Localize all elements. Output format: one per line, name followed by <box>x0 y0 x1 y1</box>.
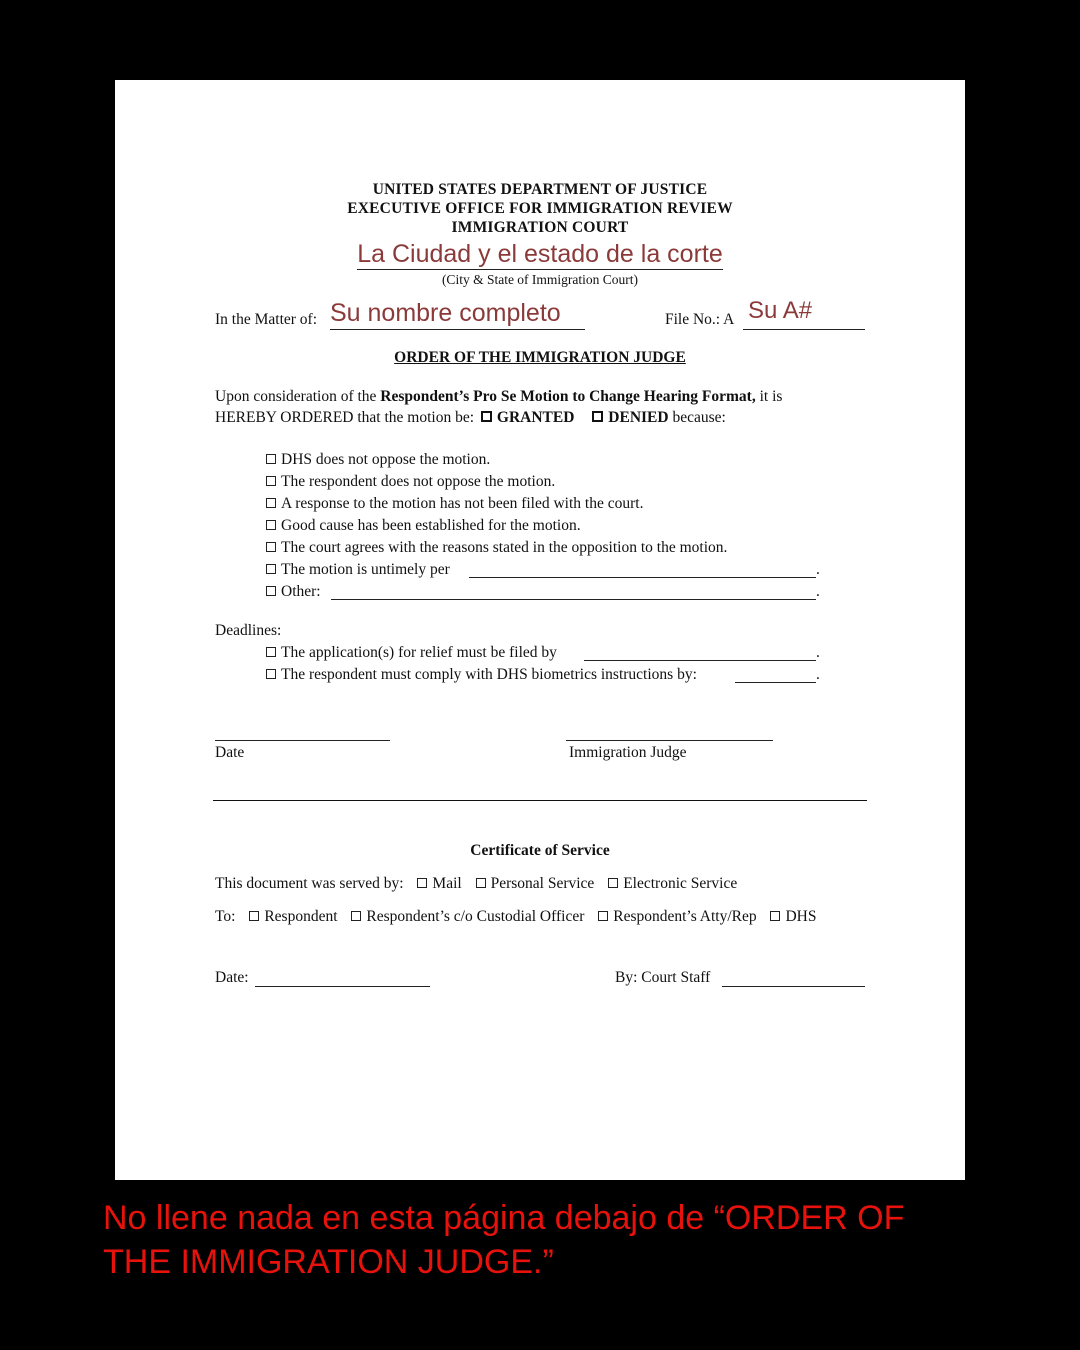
reason-item <box>266 561 450 579</box>
period: . <box>816 561 820 578</box>
name-line <box>330 329 585 330</box>
order-title <box>115 349 965 367</box>
section-divider <box>213 800 867 801</box>
deadline-checkbox[interactable] <box>266 647 276 657</box>
because-label: because: <box>672 409 726 426</box>
instruction-note-line-2: THE IMMIGRATION JUDGE.” <box>103 1243 554 1281</box>
court-location-field[interactable] <box>115 240 965 269</box>
served-to-row <box>215 908 817 926</box>
reason-checkbox[interactable] <box>266 586 276 596</box>
untimely-per-line[interactable] <box>469 577 816 578</box>
header-office: EXECUTIVE OFFICE FOR IMMIGRATION REVIEW <box>347 200 733 217</box>
service-label: Electronic Service <box>623 875 738 892</box>
order-title-text: ORDER OF THE IMMIGRATION JUDGE <box>394 349 686 366</box>
file-number-line <box>743 329 865 330</box>
service-label: Personal Service <box>490 875 595 892</box>
court-staff-label: By: Court Staff <box>615 969 711 986</box>
period: . <box>816 666 820 683</box>
instruction-note-line-1: No llene nada en esta página debajo de “ORDER OF <box>103 1199 905 1237</box>
reason-label: DHS does not oppose the motion. <box>281 451 491 468</box>
denied-label: DENIED <box>608 409 669 426</box>
reason-label: Other: <box>281 583 321 600</box>
judge-signature-line[interactable] <box>566 740 773 741</box>
service-checkbox[interactable] <box>417 878 427 888</box>
ordered-prefix: HEREBY ORDERED that the motion be: <box>215 409 475 426</box>
served-by-row <box>215 875 747 893</box>
consideration-line-2 <box>215 409 875 427</box>
deadline-item <box>266 644 557 662</box>
deadline-label: The application(s) for relief must be filed by <box>281 644 557 661</box>
served-option-mail[interactable] <box>417 875 461 892</box>
header-department: UNITED STATES DEPARTMENT OF JUSTICE <box>372 181 708 198</box>
relief-deadline-line[interactable] <box>584 660 816 661</box>
period: . <box>816 644 820 661</box>
service-checkbox[interactable] <box>608 878 618 888</box>
reason-checkbox[interactable] <box>266 498 276 508</box>
reason-checkbox[interactable] <box>266 520 276 530</box>
other-reason-line[interactable] <box>331 599 816 600</box>
matter-label: In the Matter of: <box>215 311 318 328</box>
denied-checkbox[interactable] <box>592 411 603 422</box>
court-location-value: La Ciudad y el estado de la corte <box>357 240 723 268</box>
reason-item <box>266 583 321 601</box>
recipient-label: Respondent <box>264 908 338 925</box>
reason-item <box>266 473 555 491</box>
reason-checkbox[interactable] <box>266 476 276 486</box>
to-option-respondent[interactable] <box>249 908 337 925</box>
deadline-checkbox[interactable] <box>266 669 276 679</box>
to-option-atty-rep[interactable] <box>598 908 756 925</box>
file-number-label: File No.: A <box>665 311 735 328</box>
reason-checkbox[interactable] <box>266 542 276 552</box>
service-label: Mail <box>432 875 462 892</box>
recipient-label: Respondent’s Atty/Rep <box>613 908 757 925</box>
recipient-checkbox[interactable] <box>249 911 259 921</box>
recipient-checkbox[interactable] <box>770 911 780 921</box>
service-checkbox[interactable] <box>476 878 486 888</box>
granted-label: GRANTED <box>496 409 575 426</box>
deadlines-label: Deadlines: <box>215 622 282 639</box>
recipient-label: Respondent’s c/o Custodial Officer <box>366 908 585 925</box>
recipient-checkbox[interactable] <box>598 911 608 921</box>
respondent-name-field[interactable]: Su nombre completo <box>330 299 561 327</box>
deadline-item <box>266 666 697 684</box>
service-date-label: Date: <box>215 969 249 986</box>
reason-item <box>266 517 581 535</box>
recipient-checkbox[interactable] <box>351 911 361 921</box>
consideration-prefix: Upon consideration of the <box>215 388 377 405</box>
to-option-custodial-officer[interactable] <box>351 908 584 925</box>
court-staff-line[interactable] <box>722 986 865 987</box>
reason-item <box>266 495 643 513</box>
reason-item <box>266 451 490 469</box>
reason-label: Good cause has been established for the motion. <box>281 517 581 534</box>
reason-label: The motion is untimely per <box>281 561 450 578</box>
court-order-form <box>115 80 965 1180</box>
certificate-title: Certificate of Service <box>470 842 610 859</box>
served-option-personal[interactable] <box>476 875 595 892</box>
date-label: Date <box>215 744 245 761</box>
file-number-field[interactable]: Su A# <box>748 297 813 324</box>
reason-label: The respondent does not oppose the motion. <box>281 473 556 490</box>
recipient-label: DHS <box>785 908 817 925</box>
served-to-label: To: <box>215 908 236 925</box>
reason-label: The court agrees with the reasons stated in the opposition to the motion. <box>281 539 728 556</box>
reason-item <box>266 539 727 557</box>
consideration-suffix: it is <box>759 388 783 405</box>
motion-title: Respondent’s Pro Se Motion to Change Hearing Format, <box>380 388 756 405</box>
granted-checkbox[interactable] <box>481 411 492 422</box>
reason-label: A response to the motion has not been filed with the court. <box>281 495 644 512</box>
reason-checkbox[interactable] <box>266 564 276 574</box>
service-date-line[interactable] <box>255 986 430 987</box>
date-signature-line[interactable] <box>215 740 390 741</box>
consideration-line-1 <box>215 388 875 406</box>
served-by-label: This document was served by: <box>215 875 404 892</box>
header-court: IMMIGRATION COURT <box>451 219 629 236</box>
court-location-caption: (City & State of Immigration Court) <box>441 272 639 287</box>
judge-label: Immigration Judge <box>569 744 687 761</box>
instruction-note <box>103 1196 963 1284</box>
deadline-label: The respondent must comply with DHS biometrics instructions by: <box>281 666 697 683</box>
biometrics-deadline-line[interactable] <box>735 682 816 683</box>
served-option-electronic[interactable] <box>608 875 737 892</box>
to-option-dhs[interactable] <box>770 908 816 925</box>
period: . <box>816 583 820 600</box>
reason-checkbox[interactable] <box>266 454 276 464</box>
